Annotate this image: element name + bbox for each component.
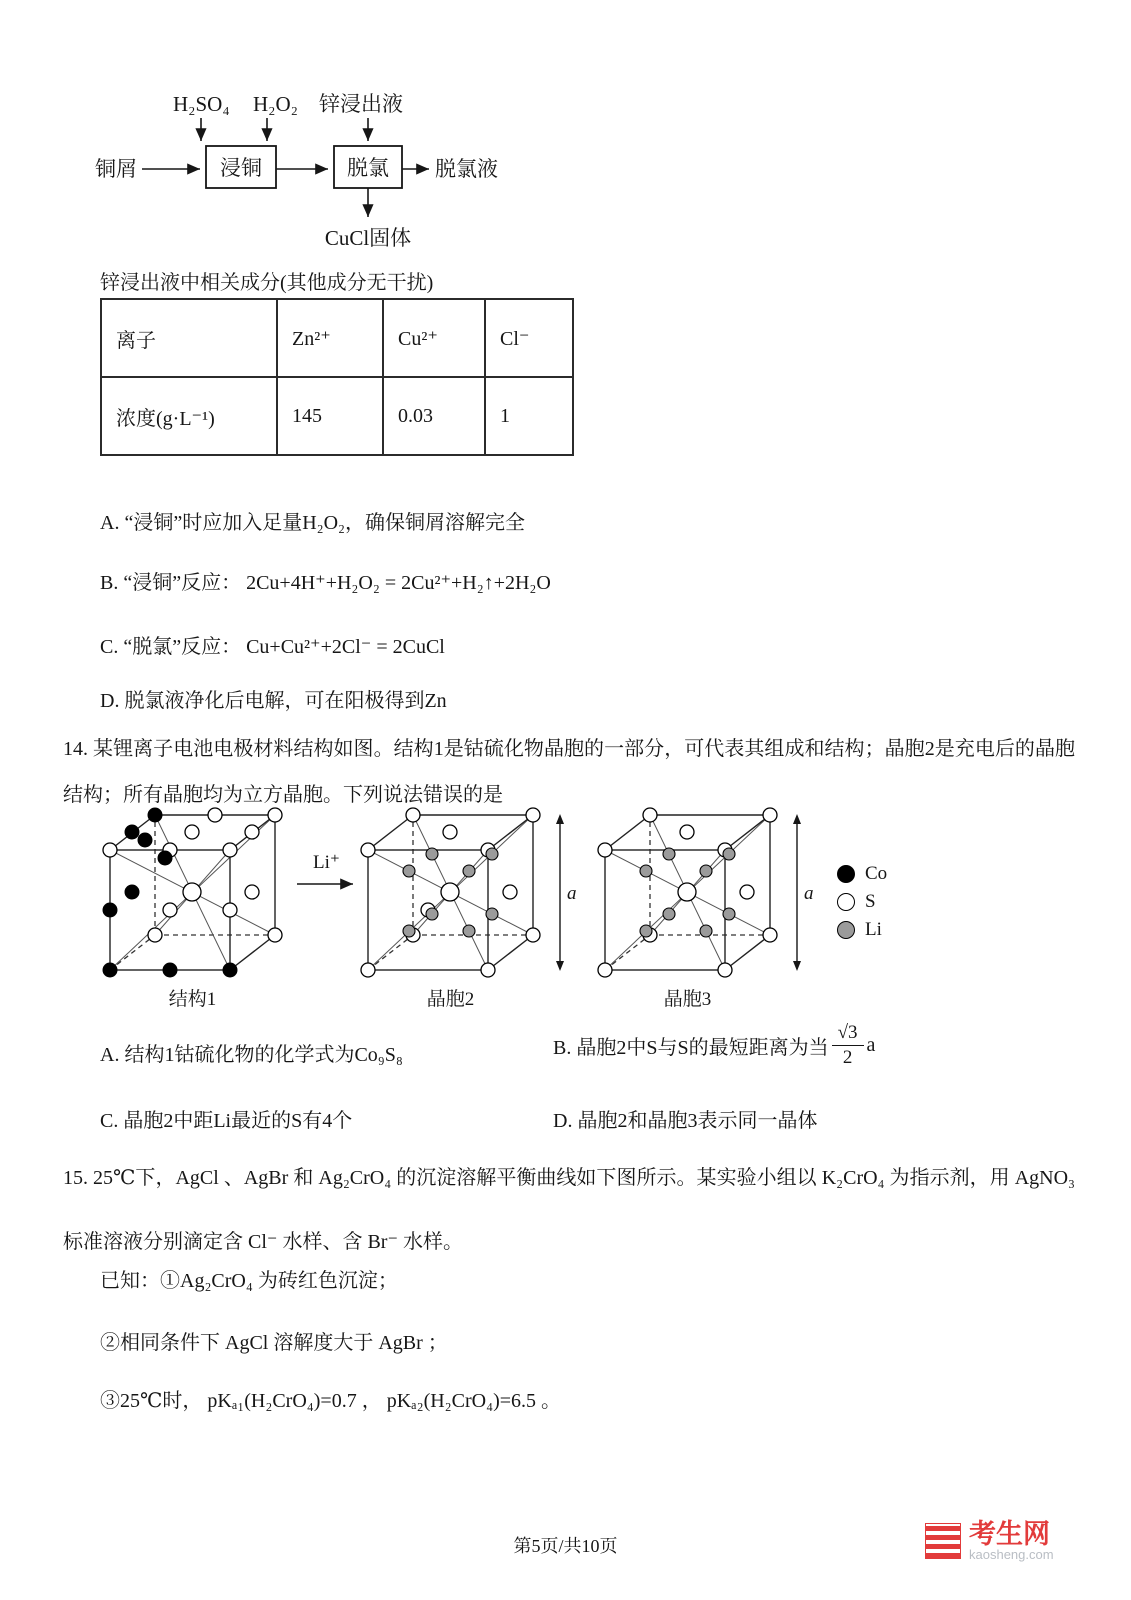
table-header-ion: 离子: [101, 299, 277, 377]
q14-option-b-fraction: $\frac{√3}{2}$: [832, 1022, 864, 1069]
dimension-label-cell2: a: [567, 883, 577, 904]
q15-known-1: 已知：①Ag₂CrO₄ 为砖红色沉淀；: [100, 1270, 398, 1292]
s-atom-icon: [837, 893, 855, 911]
table-cell-cu-value: 0.03: [383, 377, 485, 455]
kaosheng-domain: kaosheng.com: [969, 1547, 1054, 1562]
q14-option-b-suffix: a: [866, 1034, 876, 1056]
kaosheng-logo: [925, 1520, 1054, 1562]
legend-row-s: [837, 888, 887, 916]
table-cell-zn-value: 145: [277, 377, 383, 455]
li-atom-icon: [837, 921, 855, 939]
table-row: [101, 299, 573, 377]
q14-stem: 14. 某锂离子电池电极材料结构如图。结构1是钴硫化物晶胞的一部分，可代表其组成和结构；晶胞2是充电后的晶胞结构；所有晶胞均为立方晶胞。下列说法错误的是: [63, 738, 1075, 806]
q13-option-a: A. “浸铜”时应加入足量H₂O₂，确保铜屑溶解完全: [100, 512, 526, 534]
q15-known-3: ③25℃时， pKₐ₁(H₂CrO₄)=0.7 ， pKₐ₂(H₂CrO₄)=6.5 。: [100, 1390, 562, 1412]
table-header-cu: Cu²⁺: [383, 299, 485, 377]
q13-option-b: B. “浸铜”反应： 2Cu+4H⁺+H₂O₂ = 2Cu²⁺+H₂↑+2H₂O: [100, 572, 551, 594]
page-number: 第5页/共10页: [513, 1536, 618, 1556]
li-ion-label: Li⁺: [313, 852, 340, 873]
dechlorinated-liquid-label: 脱氯液: [435, 157, 498, 181]
q14-option-c: C. 晶胞2中距Li最近的S有4个: [100, 1110, 353, 1132]
unitcell3-diagram: [590, 800, 825, 990]
table-cell-concentration-label: 浓度(g·L⁻¹): [101, 377, 277, 455]
q15-known-2: ②相同条件下 AgCl 溶解度大于 AgBr ；: [100, 1332, 448, 1354]
unitcell2-diagram: [353, 800, 588, 990]
q14-option-a: A. 结构1钴硫化物的化学式为Co₉S₈: [100, 1044, 403, 1066]
table-header-zn: Zn²⁺: [277, 299, 383, 377]
legend-row-co: [837, 860, 887, 888]
table-caption: 锌浸出液中相关成分(其他成分无干扰): [100, 272, 434, 294]
reagent-h2so4-label: H₂SO₄: [173, 92, 230, 116]
reagent-h2o2-label: H₂O₂: [253, 92, 298, 116]
cucl-solid-label: CuCl固体: [324, 226, 412, 250]
q14-option-d: D. 晶胞2和晶胞3表示同一晶体: [553, 1110, 818, 1132]
unitcell2-label: 晶胞2: [426, 989, 475, 1010]
table-header-cl: Cl⁻: [485, 299, 573, 377]
q13-option-c: C. “脱氯”反应： Cu+Cu²⁺+2Cl⁻ = 2CuCl: [100, 636, 445, 658]
table-cell-cl-value: 1: [485, 377, 573, 455]
q14-option-b: [553, 1022, 875, 1069]
kaosheng-logo-text: [969, 1520, 1054, 1562]
co-atom-icon: [837, 865, 855, 883]
crystal-structure-figure: [95, 800, 1090, 1015]
atom-legend: [837, 860, 887, 944]
unitcell3-label: 晶胞3: [663, 989, 712, 1010]
structure1-label: 结构1: [168, 989, 217, 1010]
composition-table: [100, 298, 574, 456]
zinc-leachate-label: 锌浸出液: [319, 92, 403, 116]
kaosheng-logo-icon: [925, 1523, 961, 1559]
process-flow-diagram: [95, 85, 555, 260]
dimension-label-cell3: a: [804, 883, 814, 904]
dechlorinate-label: 脱氯: [347, 156, 389, 180]
structure1-diagram: [95, 800, 325, 990]
leach-copper-label: 浸铜: [220, 156, 262, 180]
legend-li-label: Li: [865, 919, 882, 940]
legend-row-li: [837, 916, 887, 944]
legend-co-label: Co: [865, 863, 888, 884]
q14-option-b-text: B. 晶胞2中S与S的最短距离为当: [553, 1037, 829, 1059]
q15-stem: 15. 25℃下，AgCl 、AgBr 和 Ag₂CrO₄ 的沉淀溶解平衡曲线如下图所示。某实验小组以 K₂CrO₄ 为指示剂，用 AgNO₃ 标准溶液分别滴定含 Cl⁻ 水样、含 Br⁻ 水样。: [63, 1167, 1075, 1253]
copper-scrap-label: 铜屑: [95, 157, 137, 181]
q13-option-d: D. 脱氯液净化后电解，可在阳极得到Zn: [100, 690, 447, 712]
kaosheng-brand: 考生网: [969, 1519, 1050, 1549]
table-row: [101, 377, 573, 455]
legend-s-label: S: [865, 891, 876, 912]
